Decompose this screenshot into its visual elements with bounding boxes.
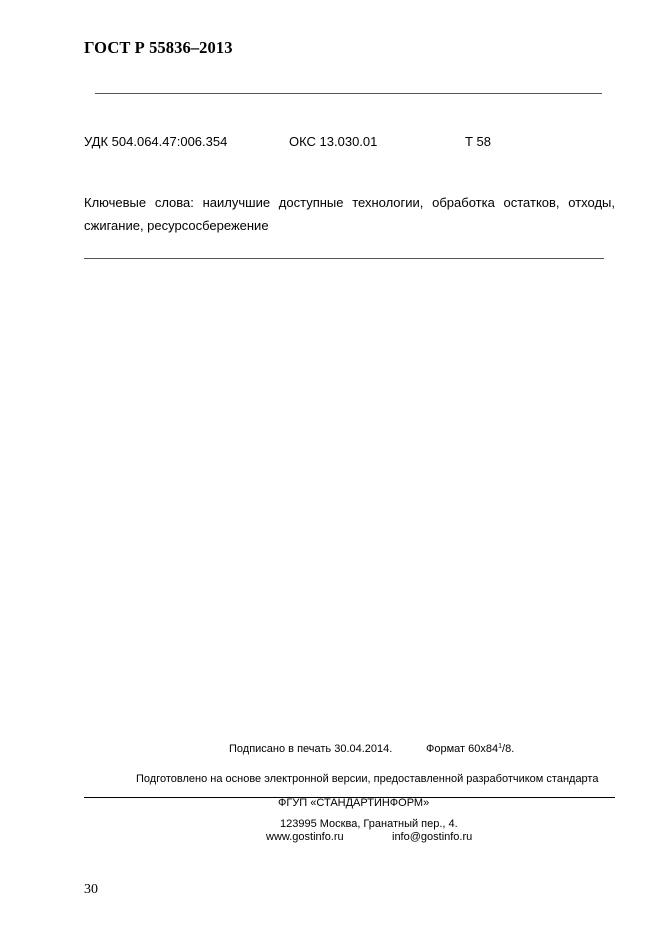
paper-format-denominator: /8. — [502, 743, 515, 755]
paper-format-prefix: Формат 60x84 — [426, 743, 499, 755]
header-divider — [95, 93, 602, 94]
document-header-code: ГОСТ Р 55836–2013 — [84, 38, 233, 57]
publisher-name: ФГУП «СТАНДАРТИНФОРМ» — [278, 797, 430, 809]
keywords-paragraph: Ключевые слова: наилучшие доступные технологии, обработка остатков, отходы, сжигание, ресурсосбережение — [84, 195, 615, 233]
prepared-note: Подготовлено на основе электронной версии, предоставленной разработчиком стандарта — [136, 773, 599, 785]
paper-format-numerator: 1 — [498, 743, 503, 750]
keywords-label: Ключевые слова — [84, 195, 191, 210]
signed-for-print: Подписано в печать 30.04.2014. — [229, 743, 393, 755]
page-number: 30 — [84, 882, 98, 897]
publisher-website: www.gostinfo.ru — [266, 831, 344, 843]
t-code: Т 58 — [465, 134, 492, 149]
keywords-text: наилучшие доступные технологии, обработка остатков, отходы, сжигание, ресурсосбережение — [84, 195, 615, 233]
publisher-email: info@gostinfo.ru — [392, 831, 473, 843]
keywords-divider — [84, 258, 604, 259]
paper-format — [426, 743, 514, 755]
oks-code: ОКС 13.030.01 — [289, 134, 378, 149]
udk-code: УДК 504.064.47:006.354 — [84, 134, 228, 149]
publisher-address: 123995 Москва, Гранатный пер., 4. — [280, 818, 458, 830]
